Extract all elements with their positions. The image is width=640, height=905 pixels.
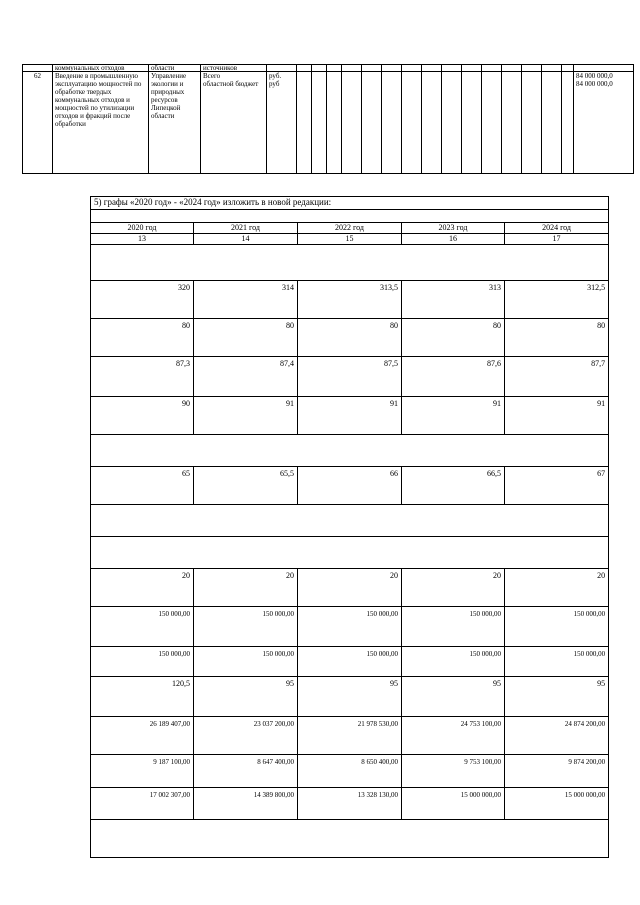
value-cell: 120,5 <box>91 677 194 717</box>
value-cell: 150 000,00 <box>91 647 194 677</box>
table-row <box>91 537 609 569</box>
spacer-row <box>91 210 609 223</box>
value-cell: 20 <box>402 569 505 607</box>
cell-empty <box>267 65 297 72</box>
cell-source: источников <box>201 65 267 72</box>
value-cell: 91 <box>505 397 609 435</box>
cell-num: 62 <box>23 72 53 174</box>
cell-executor: области <box>149 65 201 72</box>
value-cell: 20 <box>298 569 402 607</box>
value-cell: 15 000 000,00 <box>402 788 505 820</box>
section-row-cell <box>91 820 609 858</box>
value-cell: 87,7 <box>505 357 609 397</box>
value-cell: 13 328 130,00 <box>298 788 402 820</box>
table-row <box>91 435 609 467</box>
table-row <box>91 820 609 858</box>
value-cell: 9 753 100,00 <box>402 755 505 788</box>
table-row <box>91 357 609 397</box>
cell-empty <box>342 72 362 174</box>
table-row <box>91 677 609 717</box>
value-cell: 9 874 200,00 <box>505 755 609 788</box>
table-row <box>91 647 609 677</box>
table-row <box>91 319 609 357</box>
cell-empty <box>462 72 482 174</box>
value-cell: 312,5 <box>505 281 609 319</box>
value-cell: 80 <box>194 319 298 357</box>
column-number: 15 <box>298 234 402 245</box>
cell-empty <box>297 65 312 72</box>
unit-line-1: руб. <box>269 72 282 80</box>
table-row <box>91 467 609 505</box>
cell-empty <box>522 65 542 72</box>
value-cell: 314 <box>194 281 298 319</box>
value-cell: 91 <box>298 397 402 435</box>
cell-empty <box>522 72 542 174</box>
main-table <box>90 196 609 858</box>
year-header-row <box>91 223 609 234</box>
value-cell: 9 187 100,00 <box>91 755 194 788</box>
cell-empty <box>422 72 442 174</box>
cell-empty <box>562 72 574 174</box>
value-cell: 150 000,00 <box>298 607 402 647</box>
value-cell: 67 <box>505 467 609 505</box>
cell-empty <box>312 65 327 72</box>
section-row-cell <box>91 505 609 537</box>
year-header: 2021 год <box>194 223 298 234</box>
cell-empty <box>574 65 634 72</box>
value-cell: 150 000,00 <box>91 607 194 647</box>
cell-empty <box>402 65 422 72</box>
cell-empty <box>362 65 382 72</box>
table-row <box>91 569 609 607</box>
cell-empty <box>502 65 522 72</box>
year-header: 2022 год <box>298 223 402 234</box>
value-cell: 8 647 400,00 <box>194 755 298 788</box>
value-cell: 65,5 <box>194 467 298 505</box>
value-cell: 150 000,00 <box>505 607 609 647</box>
column-number: 16 <box>402 234 505 245</box>
column-number: 17 <box>505 234 609 245</box>
cell-empty <box>502 72 522 174</box>
source-line-1: Всего <box>203 72 221 80</box>
value-cell: 65 <box>91 467 194 505</box>
cell-empty <box>462 65 482 72</box>
cell-empty <box>402 72 422 174</box>
table-row <box>91 397 609 435</box>
value-cell: 150 000,00 <box>402 647 505 677</box>
value-cell: 66,5 <box>402 467 505 505</box>
column-number: 14 <box>194 234 298 245</box>
value-cell: 91 <box>402 397 505 435</box>
cell-empty <box>382 72 402 174</box>
cell-empty <box>562 65 574 72</box>
value-cell: 80 <box>402 319 505 357</box>
table-row <box>91 717 609 755</box>
row-62 <box>23 72 634 174</box>
value-cell: 17 002 307,00 <box>91 788 194 820</box>
value-cell: 21 978 530,00 <box>298 717 402 755</box>
value-cell: 24 753 100,00 <box>402 717 505 755</box>
value-cell: 20 <box>194 569 298 607</box>
cell-empty <box>362 72 382 174</box>
cell-empty <box>342 65 362 72</box>
value-cell: 80 <box>505 319 609 357</box>
cell-empty <box>482 65 502 72</box>
year-header: 2024 год <box>505 223 609 234</box>
total-line-1: 84 000 000,0 <box>576 72 613 80</box>
value-cell: 87,3 <box>91 357 194 397</box>
table-title: 5) графы «2020 год» - «2024 год» изложить в новой редакции: <box>91 197 609 210</box>
cell-empty <box>312 72 327 174</box>
column-number-row <box>91 234 609 245</box>
value-cell: 313 <box>402 281 505 319</box>
value-cell: 150 000,00 <box>402 607 505 647</box>
cell-unit <box>267 72 297 174</box>
cell-name: Введение в промышленную эксплуатацию мощностей по обработке твердых коммунальных отходов и мощностей по утилизации отходов и фракций после обработки <box>53 72 149 174</box>
table-row <box>91 505 609 537</box>
value-cell: 26 189 407,00 <box>91 717 194 755</box>
cell-total <box>574 72 634 174</box>
table-row <box>91 607 609 647</box>
section-row-cell <box>91 537 609 569</box>
value-cell: 91 <box>194 397 298 435</box>
value-cell: 95 <box>298 677 402 717</box>
year-header: 2020 год <box>91 223 194 234</box>
value-cell: 90 <box>91 397 194 435</box>
value-cell: 66 <box>298 467 402 505</box>
cell-empty <box>297 72 312 174</box>
value-cell: 14 389 800,00 <box>194 788 298 820</box>
value-cell: 20 <box>91 569 194 607</box>
cell-empty <box>442 65 462 72</box>
value-cell: 95 <box>402 677 505 717</box>
cell-empty <box>422 65 442 72</box>
cell-empty <box>382 65 402 72</box>
value-cell: 8 650 400,00 <box>298 755 402 788</box>
section-row-cell <box>91 245 609 281</box>
value-cell: 150 000,00 <box>194 607 298 647</box>
value-cell: 87,4 <box>194 357 298 397</box>
table-row <box>91 281 609 319</box>
value-cell: 20 <box>505 569 609 607</box>
cell-empty <box>482 72 502 174</box>
cell-empty <box>542 72 562 174</box>
value-cell: 15 000 000,00 <box>505 788 609 820</box>
table-row <box>91 245 609 281</box>
cell-empty <box>327 65 342 72</box>
value-cell: 24 874 200,00 <box>505 717 609 755</box>
column-number: 13 <box>91 234 194 245</box>
value-cell: 150 000,00 <box>505 647 609 677</box>
cell-empty <box>442 72 462 174</box>
value-cell: 313,5 <box>298 281 402 319</box>
cell-empty <box>542 65 562 72</box>
value-cell: 150 000,00 <box>194 647 298 677</box>
value-cell: 87,5 <box>298 357 402 397</box>
unit-line-2: руб <box>269 80 280 88</box>
source-line-2: областной бюджет <box>203 80 259 88</box>
value-cell: 150 000,00 <box>298 647 402 677</box>
value-cell: 95 <box>194 677 298 717</box>
cell-empty <box>327 72 342 174</box>
top-fragment-table <box>22 64 634 174</box>
cell-name: коммунальных отходов <box>53 65 149 72</box>
table-row <box>91 755 609 788</box>
value-cell: 80 <box>91 319 194 357</box>
cell-num <box>23 65 53 72</box>
value-cell: 95 <box>505 677 609 717</box>
cell-executor: Управление экологии и природных ресурсов Липецкой области <box>149 72 201 174</box>
continuation-row <box>23 65 634 72</box>
spacer-cell <box>91 210 609 223</box>
year-header: 2023 год <box>402 223 505 234</box>
value-cell: 87,6 <box>402 357 505 397</box>
cell-source <box>201 72 267 174</box>
total-line-2: 84 000 000,0 <box>576 80 613 88</box>
table-row <box>91 788 609 820</box>
value-cell: 80 <box>298 319 402 357</box>
title-row <box>91 197 609 210</box>
value-cell: 23 037 200,00 <box>194 717 298 755</box>
section-row-cell <box>91 435 609 467</box>
value-cell: 320 <box>91 281 194 319</box>
